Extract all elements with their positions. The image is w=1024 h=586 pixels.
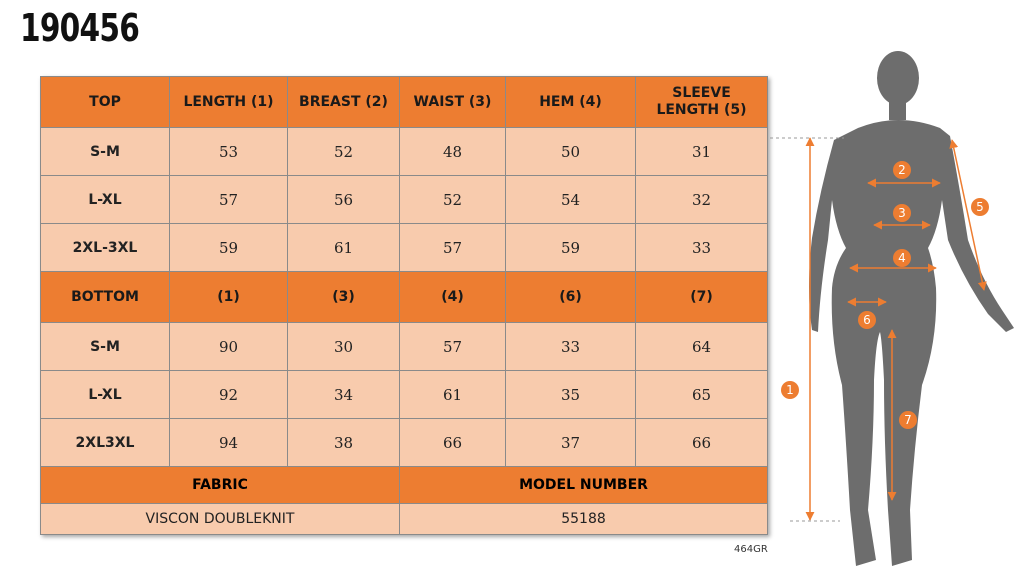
table-cell: 61 [400,371,506,419]
table-cell: 57 [400,224,506,272]
table-cell: 57 [400,323,506,371]
table-cell: 37 [506,419,636,467]
size-label: 2XL-3XL [41,224,170,272]
header-cell: TOP [41,77,170,128]
svg-text:1: 1 [786,383,794,397]
product-code: 190456 [20,6,140,50]
table-cell: 57 [170,176,288,224]
header-cell: BOTTOM [41,272,170,323]
marker-6 [858,311,876,329]
table-row [41,128,768,176]
marker-1 [781,381,799,399]
svg-text:4: 4 [898,251,906,265]
table-cell: 30 [288,323,400,371]
table-row [41,419,768,467]
header-cell: (7) [636,272,768,323]
svg-text:6: 6 [863,313,871,327]
table-cell: 34 [288,371,400,419]
marker-7 [899,411,917,429]
table-cell: 56 [288,176,400,224]
table-cell: 35 [506,371,636,419]
model-number-header: MODEL NUMBER [400,467,768,504]
header-cell: SLEEVE LENGTH (5) [636,77,768,128]
table-cell: 59 [506,224,636,272]
marker-2 [893,161,911,179]
table-row [41,371,768,419]
size-label: S-M [41,128,170,176]
body-silhouette [809,51,1014,566]
table-cell: 94 [170,419,288,467]
header-cell: LENGTH (1) [170,77,288,128]
svg-text:2: 2 [898,163,906,177]
footnote-code: 464GR [734,544,768,555]
fabric-model-row [41,504,768,535]
svg-text:3: 3 [898,206,906,220]
size-label: 2XL3XL [41,419,170,467]
table-cell: 90 [170,323,288,371]
marker-4 [893,249,911,267]
table-cell: 33 [636,224,768,272]
header-cell: (1) [170,272,288,323]
table-cell: 52 [288,128,400,176]
table-cell: 38 [288,419,400,467]
header-cell: BREAST (2) [288,77,400,128]
table-row [41,224,768,272]
table-row [41,323,768,371]
size-label: L-XL [41,371,170,419]
header-cell: WAIST (3) [400,77,506,128]
table-cell: 52 [400,176,506,224]
table-cell: 53 [170,128,288,176]
marker-5 [971,198,989,216]
table-cell: 66 [400,419,506,467]
header-cell: (3) [288,272,400,323]
fabric-model-header-row [41,467,768,504]
table-cell: 92 [170,371,288,419]
svg-text:7: 7 [904,413,912,427]
table-cell: 50 [506,128,636,176]
header-cell: (6) [506,272,636,323]
bottom-header-row [41,272,768,323]
size-chart-table [40,76,768,535]
fabric-value: VISCON DOUBLEKNIT [41,504,400,535]
table-cell: 64 [636,323,768,371]
table-cell: 33 [506,323,636,371]
table-cell: 61 [288,224,400,272]
table-cell: 65 [636,371,768,419]
size-label: L-XL [41,176,170,224]
top-header-row [41,77,768,128]
header-cell: (4) [400,272,506,323]
svg-text:5: 5 [976,200,984,214]
table-cell: 31 [636,128,768,176]
table-cell: 48 [400,128,506,176]
size-label: S-M [41,323,170,371]
table-cell: 54 [506,176,636,224]
table-cell: 59 [170,224,288,272]
fabric-header: FABRIC [41,467,400,504]
marker-3 [893,204,911,222]
model-number-value: 55188 [400,504,768,535]
header-cell: HEM (4) [506,77,636,128]
table-row [41,176,768,224]
table-cell: 66 [636,419,768,467]
measurement-figure [770,40,1024,586]
table-cell: 32 [636,176,768,224]
